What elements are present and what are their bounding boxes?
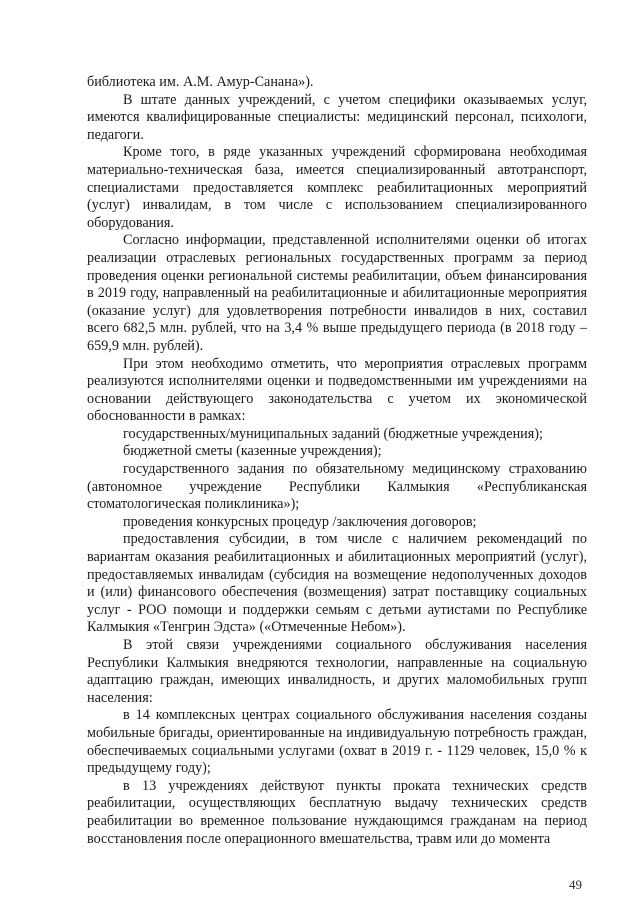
list-item-municipal-tasks: государственных/муниципальных заданий (бюджетные учреждения); [123, 425, 543, 442]
list-item-rental-points: в 13 учреждениях действуют пункты проката технических средств реабилитации, осуществляющих бесплатную выдачу технических средств реабилитации во временное пользование нуждающимся гражданам на период восстановления после операционного вмешательства, травм или до момента [87, 777, 587, 847]
list-item-subsidies: предоставления субсидии, в том числе с наличием рекомендаций по вариантам оказания реабилитационных и абилитационных мероприятий (услуг), предоставляемых инвалидам (субсидия на возмещение недополученных доходов и (или) финансового обеспечения (возмещения) затрат поставщику социальных услуг - РОО помощи и поддержки семьям с детьми аутистами по Республике Калмыкия «Тенгрин Эдста» («Отмеченные Небом»). [87, 531, 587, 636]
list-item-medical-insurance: государственного задания по обязательному медицинскому страхованию (автономное учреждение Республики Калмыкия «Республиканская стоматологическая поликлиника»); [87, 461, 587, 513]
paragraph-continuation: библиотека им. А.М. Амур-Санана»). [87, 74, 314, 90]
paragraph-financing: Согласно информации, представленной исполнителями оценки об итогах реализации отраслевых региональных государственных программ за период проведения оценки региональной системы реабилитации, объем финансирования в 2019 году, направленный на реабилитационные и абилитационные мероприятия (оказание услуг) для удовлетворения потребности инвалидов в них, составил всего 682,5 млн. рублей, что на 3,4 % выше предыдущего периода (в 2018 году – 659,9 млн. рублей). [87, 232, 587, 354]
list-item-tenders: проведения конкурсных процедур /заключения договоров; [123, 513, 477, 530]
paragraph-programs: При этом необходимо отметить, что мероприятия отраслевых программ реализуются исполнителями оценки и подведомственными им учреждениями на основании действующего законодательства с учетом их экономической обоснованности в рамках: [87, 355, 587, 425]
paragraph-staff: В штате данных учреждений, с учетом специфики оказываемых услуг, имеются квалифицированные специалисты: медицинский персонал, психологи, педагоги. [87, 91, 587, 143]
list-item-mobile-teams: в 14 комплексных центрах социального обслуживания населения созданы мобильные бригады, ориентированные на индивидуальную потребность граждан, обеспечиваемых социальными услугами (охват в 2019 г. - 1129 человек, 15,0 % к предыдущему году); [87, 707, 587, 777]
page-number: 49 [569, 877, 582, 892]
document-body [87, 74, 587, 848]
list-item-budget-estimate: бюджетной сметы (казенные учреждения); [123, 443, 382, 460]
paragraph-equipment: Кроме того, в ряде указанных учреждений сформирована необходимая материально-техническая база, имеется специализированный автотранспорт, специалистами предоставляется комплекс реабилитационных мероприятий (услуг) инвалидам, в том числе с использованием специализированного оборудования. [87, 144, 587, 231]
paragraph-technologies: В этой связи учреждениями социального обслуживания населения Республики Калмыкия внедряются технологии, направленные на социальную адаптацию граждан, имеющих инвалидность, и других маломобильных групп населения: [87, 637, 587, 706]
